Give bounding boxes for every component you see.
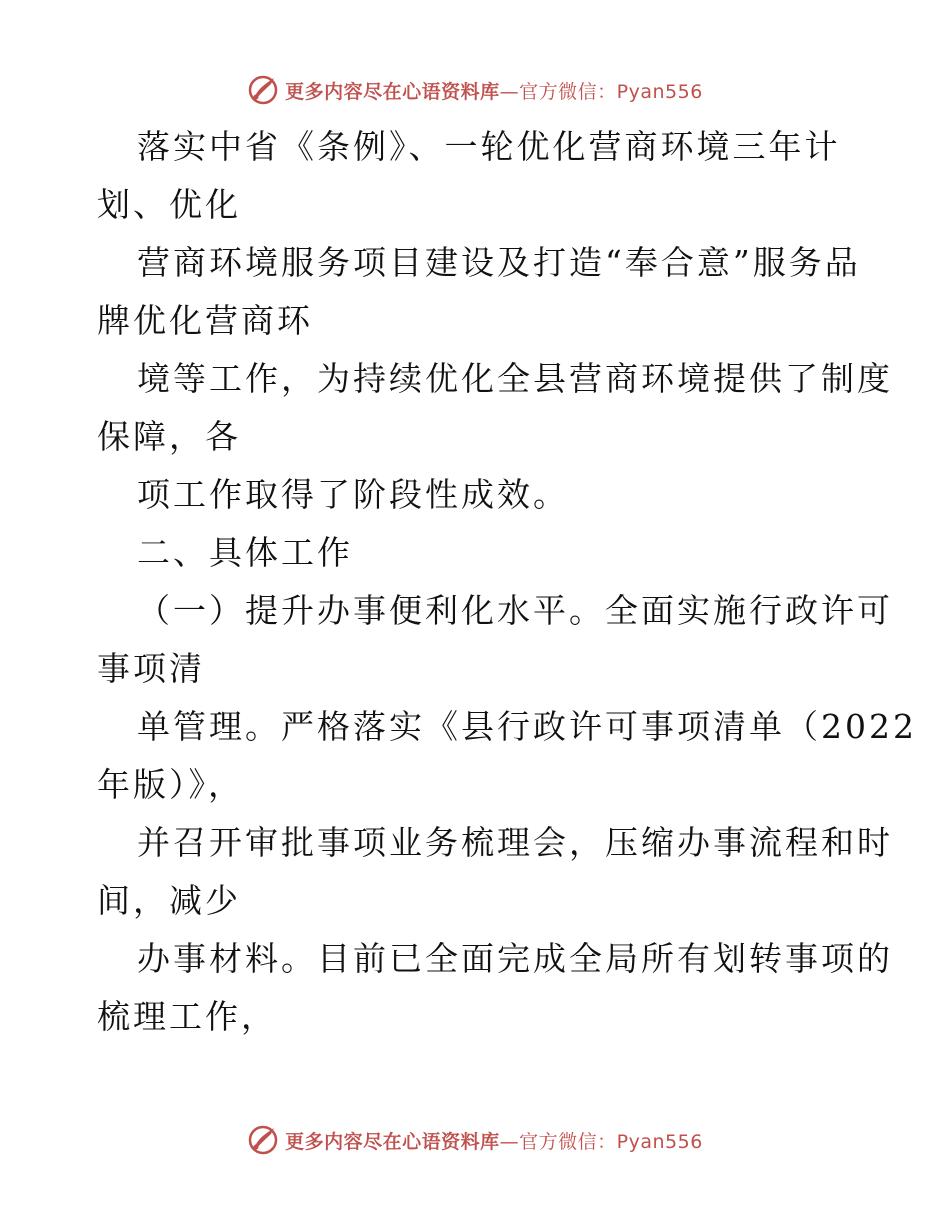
body-line-6: 保障，各 [97,417,241,456]
body-line-12: 年版）》， [97,765,244,804]
header-banner-dash: — [499,80,520,103]
brush-logo-icon [247,1124,279,1156]
brush-logo-icon [247,74,279,106]
header-banner-title: 更多内容尽在心语资料库 [285,80,500,103]
footer-banner-dash: — [499,1130,520,1153]
body-line-1: 落实中省《条例》、一轮优化营商环境三年计 [137,127,841,166]
body-line-15: 办事材料。目前已全面完成全局所有划转事项的 [137,939,893,978]
body-line-9: （一）提升办事便利化水平。全面实施行政许可 [137,591,893,630]
body-line-4: 牌优化营商环 [97,301,313,340]
body-line-14: 间，减少 [97,881,241,920]
header-banner [0,70,950,110]
body-line-3: 营商环境服务项目建设及打造“奉合意”服务品 [137,243,861,282]
footer-banner [0,1120,950,1160]
document-body [97,118,917,1046]
body-line-11: 单管理。严格落实《县行政许可事项清单（2022 [137,707,917,746]
body-line-13: 并召开审批事项业务梳理会，压缩办事流程和时 [137,823,893,862]
body-line-10: 事项清 [97,649,205,688]
footer-banner-wechat: 官方微信：Pyan556 [519,1130,703,1153]
footer-banner-title: 更多内容尽在心语资料库 [285,1130,500,1153]
header-banner-wechat: 官方微信：Pyan556 [519,80,703,103]
footer-banner-text [285,1127,703,1154]
body-line-5: 境等工作，为持续优化全县营商环境提供了制度 [137,359,893,398]
body-line-7: 项工作取得了阶段性成效。 [137,475,569,514]
body-line-16: 梳理工作， [97,997,277,1036]
body-line-2: 划、优化 [97,185,241,224]
section-heading: 二、具体工作 [137,533,353,572]
header-banner-text [285,77,703,104]
